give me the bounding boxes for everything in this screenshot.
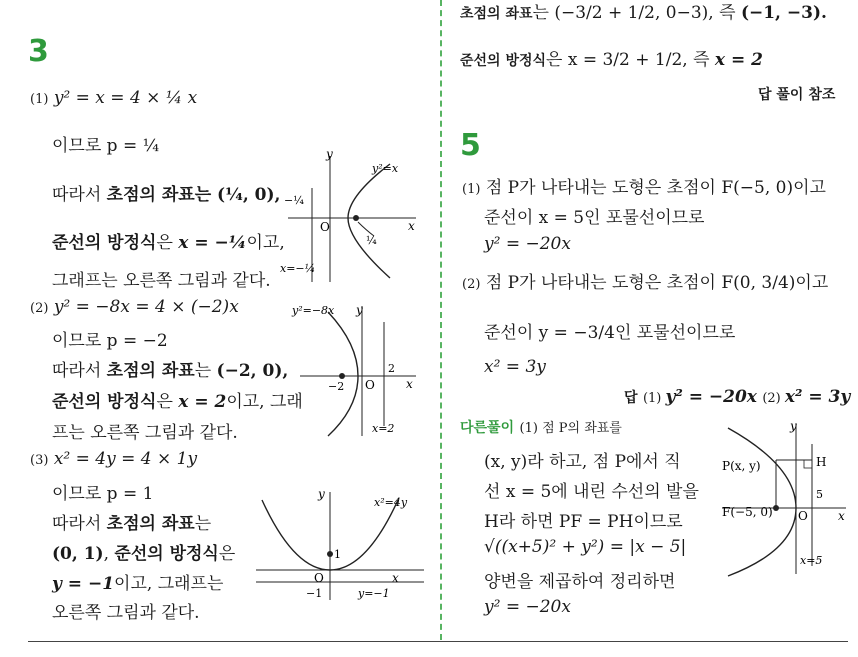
p3-graph1 (278, 148, 428, 286)
directrix-label: y=−1 (358, 587, 390, 600)
pos-label: 2 (388, 362, 395, 375)
p5-alt-line6: 양변을 제곱하여 정리하면 (484, 572, 676, 592)
origin-label: O (365, 378, 375, 392)
problem-number-3: 3 (28, 34, 49, 69)
p3-graph3 (252, 488, 428, 606)
point-H-label: H (816, 455, 827, 469)
p5-alt-line4: H라 하면 PF = PH이므로 (484, 512, 683, 532)
focus-point (773, 505, 779, 511)
five-label: 5 (816, 488, 823, 501)
x-label: x (406, 377, 413, 391)
p5-item1-line2: 준선이 x = 5인 포물선이므로 (484, 208, 705, 228)
curve-label: y²=−8x (292, 304, 335, 317)
page-bottom-rule (28, 641, 848, 642)
p5-answer: 답 (1) y² = −20x (2) x² = 3y (624, 387, 851, 407)
p5-alt-line1: 다른풀이 (1) 점 P의 좌표를 (460, 420, 622, 436)
problem-number-5: 5 (460, 128, 481, 163)
y-label: y (318, 488, 325, 501)
p4-directrix-line: 준선의 방정식은 x = 3/2 + 1/2, 즉 x = 2 (460, 50, 763, 70)
column-divider (440, 0, 442, 640)
pos-label: ¼ (366, 234, 377, 247)
p3-item3-line4: y = −1이고, 그래프는 (52, 574, 224, 594)
parabola-curve (348, 164, 390, 278)
p5-alt-line5: √((x+5)² + y²) = |x − 5| (484, 537, 687, 557)
p5-item1-line1: (1) 점 P가 나타내는 도형은 초점이 F(−5, 0)이고 (462, 178, 826, 198)
x-label: x (392, 571, 399, 585)
directrix-label: x=5 (800, 554, 823, 567)
p3-item2-equation: (2) y² = −8x = 4 × (−2)x (30, 297, 239, 317)
neg-label: −¼ (284, 194, 304, 207)
y-label: y (356, 303, 363, 317)
focus-label: F(−5, 0) (722, 505, 773, 519)
p3-item2-line3: 준선의 방정식은 x = 2이고, 그래 (52, 392, 303, 412)
one-label: 1 (334, 548, 341, 561)
p5-item2-line1: (2) 점 P가 나타내는 도형은 초점이 F(0, 3/4)이고 (462, 273, 829, 293)
p3-item2-line2: 따라서 초점의 좌표는 (−2, 0), (52, 361, 289, 381)
p5-item1-line3: y² = −20x (484, 234, 571, 254)
p5-graph (718, 420, 850, 578)
origin-label: O (320, 220, 330, 234)
p3-item3-line1: 이므로 p = 1 (52, 484, 154, 504)
origin-label: O (314, 571, 324, 585)
directrix-label: x=−¼ (280, 262, 316, 275)
p3-item1-equation (30, 88, 197, 108)
neg-label: −1 (306, 587, 323, 600)
p3-graph2 (288, 298, 420, 438)
curve-label: y²=x (372, 162, 399, 175)
p3-item3-equation: (3) x² = 4y = 4 × 1y (30, 449, 198, 469)
curve-label: x²=4y (374, 496, 408, 509)
p3-item3-line5: 오른쪽 그림과 같다. (52, 603, 200, 623)
focus-point (339, 373, 345, 379)
point-P-label: P(x, y) (722, 459, 761, 473)
p3-item2-line1: 이므로 p = −2 (52, 331, 168, 351)
p5-alt-line3: 선 x = 5에 내린 수선의 발을 (484, 482, 699, 502)
p3-item3-line3: (0, 1), 준선의 방정식은 (52, 544, 236, 564)
p4-answer: 답 풀이 참조 (758, 87, 836, 103)
focus-point (327, 551, 333, 557)
p5-alt-line2: (x, y)라 하고, 점 P에서 직 (484, 452, 681, 472)
p5-item2-line2: 준선이 y = −3/4인 포물선이므로 (484, 323, 736, 343)
p4-top-line: 초점의 좌표는 (−3/2 + 1/2, 0−3), 즉 (−1, −3). (460, 3, 827, 23)
focus-point (353, 215, 359, 221)
p3-item1-line1: 이므로 p = ¼ (52, 136, 160, 156)
p5-item2-line3: x² = 3y (484, 357, 546, 377)
x-label: x (838, 509, 845, 523)
p3-item3-line2: 따라서 초점의 좌표는 (52, 514, 212, 534)
y-label: y (326, 148, 333, 161)
alt-solution-label: 다른풀이 (460, 420, 515, 436)
p3-item1-eq: y² = x = 4 × ¼ x (53, 88, 198, 108)
directrix-label: x=2 (372, 422, 395, 435)
p3-item1-line3: 준선의 방정식은 x = −¼이고, (52, 233, 285, 253)
parabola-curve (728, 428, 796, 576)
p3-item1-line2: 따라서 초점의 좌표는 (¼, 0), (52, 185, 281, 205)
p3-item2-line4: 프는 오른쪽 그림과 같다. (52, 423, 238, 443)
p3-item1-line4: 그래프는 오른쪽 그림과 같다. (52, 271, 271, 291)
x-label: x (408, 219, 415, 233)
p3-item1-marker: (1) (30, 92, 49, 107)
y-label: y (790, 420, 797, 433)
p5-alt-line7: y² = −20x (484, 597, 571, 617)
origin-label: O (798, 509, 808, 523)
neg-label: −2 (328, 380, 345, 393)
